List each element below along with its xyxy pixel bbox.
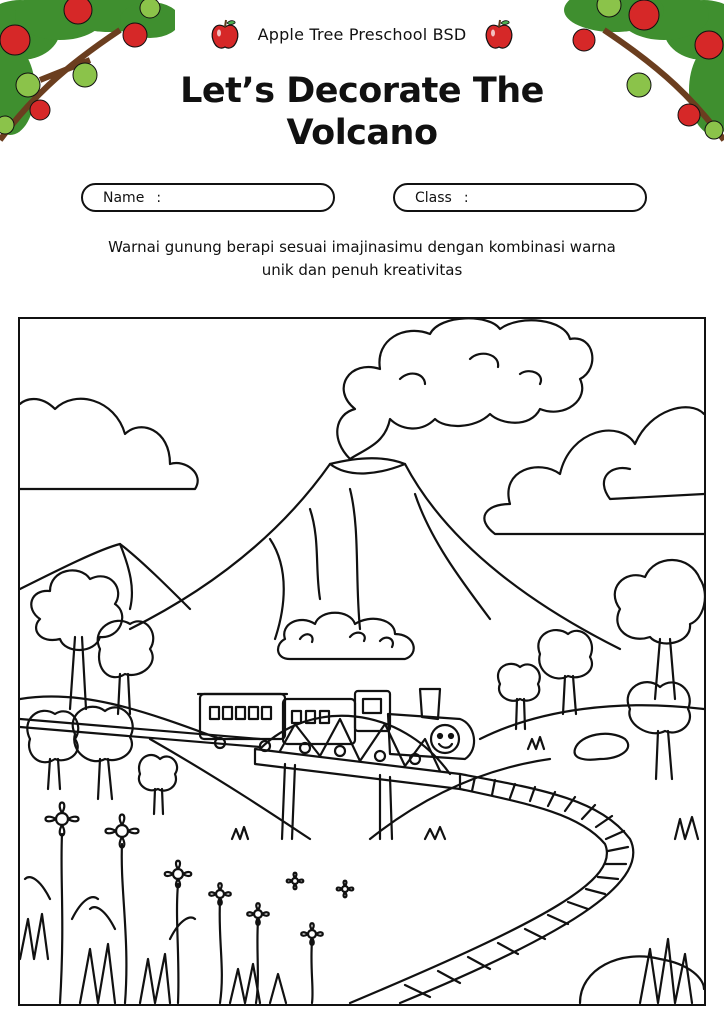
tree-left-5 <box>139 755 177 814</box>
name-field[interactable] <box>81 183 335 212</box>
class-field[interactable] <box>393 183 647 212</box>
school-name: Apple Tree Preschool BSD <box>257 24 467 44</box>
hill-right <box>480 705 704 739</box>
title-line-2: Volcano <box>286 113 438 153</box>
cloud-right <box>484 407 704 534</box>
tree-left-1 <box>31 570 122 709</box>
title-line-1: Let’s Decorate The <box>180 71 544 111</box>
tree-right-2 <box>538 630 592 714</box>
hill-mid <box>150 739 550 839</box>
class-label: Class <box>415 189 452 206</box>
cloud-volcano <box>278 613 414 659</box>
tree-right-3 <box>628 682 690 779</box>
name-colon: : <box>156 189 162 206</box>
name-label: Name <box>103 189 145 206</box>
volcano <box>130 458 620 649</box>
cloud-left <box>20 399 198 489</box>
instructions <box>60 236 664 282</box>
school-header <box>0 18 724 50</box>
apple-icon <box>484 18 514 50</box>
instructions-line-1: Warnai gunung berapi sesuai imajinasimu dengan kombinasi warna <box>108 238 616 256</box>
cloud-right-lower <box>604 468 704 499</box>
volcano-illustration <box>20 319 704 1004</box>
class-colon: : <box>463 189 469 206</box>
coloring-area <box>18 317 706 1006</box>
apple-icon <box>210 18 240 50</box>
page-title <box>0 70 724 154</box>
tree-right-1 <box>615 560 704 699</box>
flowers <box>25 803 353 1004</box>
tree-left-2 <box>98 621 154 714</box>
rock-right <box>575 734 629 760</box>
volcano-smoke <box>337 319 592 459</box>
track-curve <box>350 774 633 1003</box>
instructions-line-2: unik dan penuh kreativitas <box>261 261 463 279</box>
tree-left-4 <box>73 707 133 799</box>
